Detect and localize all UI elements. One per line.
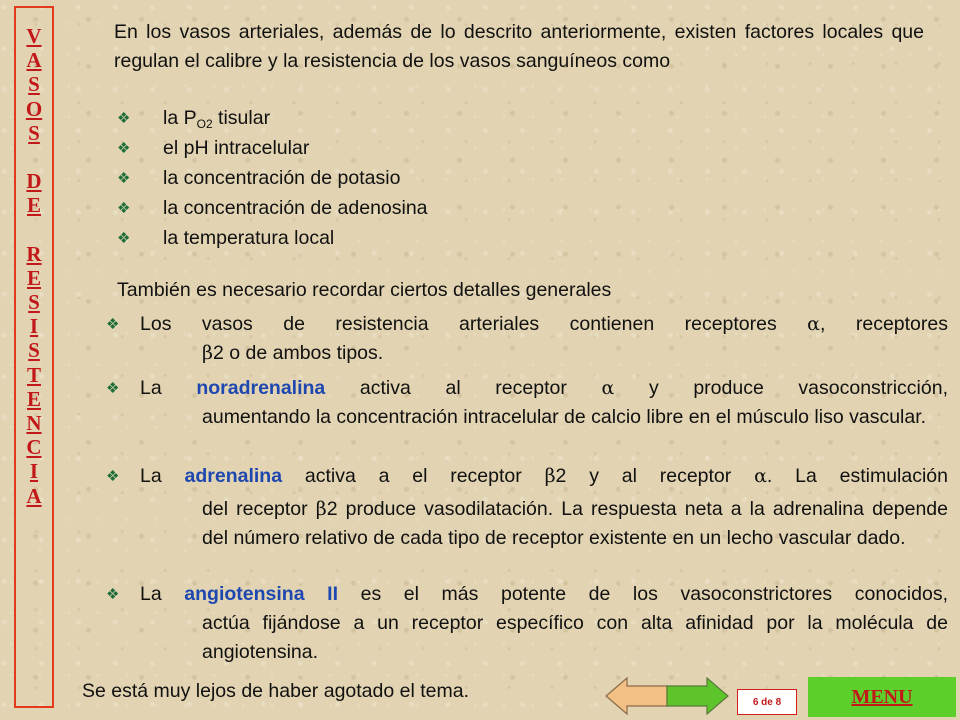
previous-slide-button[interactable] (605, 677, 669, 715)
factor-label: la temperatura local (163, 227, 335, 249)
factor-po2 (117, 103, 428, 133)
angiotensin-term: angiotensina II (184, 583, 338, 605)
factor-label: la concentración de potasio (163, 167, 401, 189)
next-slide-button[interactable] (665, 677, 729, 715)
menu-button[interactable]: MENU (808, 677, 956, 717)
vertical-title-letter: D (26, 169, 42, 194)
diamond-bullet-icon: ❖ (106, 316, 120, 333)
general-item-adrenaline (106, 462, 948, 553)
vertical-title-letter: T (26, 362, 41, 387)
diamond-bullet-icon: ❖ (117, 170, 131, 187)
item-text: La (140, 465, 185, 487)
item-text: La (140, 377, 197, 399)
noradrenaline-term: noradrenalina (196, 377, 326, 399)
vertical-title-letter: N (26, 411, 42, 435)
factor-adenosine (117, 193, 428, 223)
beta-symbol: β (202, 342, 213, 364)
vertical-title-letter: E (26, 193, 41, 218)
vertical-title-letter: S (28, 120, 40, 145)
vertical-title-letter: I (29, 459, 39, 484)
factor-ph (117, 133, 428, 163)
beta-symbol: β (315, 498, 327, 520)
arrow-left-icon (606, 678, 667, 714)
adrenaline-term: adrenalina (184, 465, 283, 487)
diamond-bullet-icon: ❖ (106, 468, 120, 485)
item-text: 2 y al receptor (555, 465, 755, 487)
intro-paragraph: En los vasos arteriales, además de lo descrito anteriormente, existen factores locales que regulan el calibre y la resistencia de los vasos sanguíneos como (114, 21, 924, 72)
item-text: del receptor (202, 498, 316, 520)
vertical-title-letter: E (26, 265, 41, 290)
diamond-bullet-icon: ❖ (117, 140, 131, 157)
alpha-symbol: α (601, 377, 615, 399)
general-item-receptors (106, 310, 948, 368)
arrow-right-icon (667, 678, 728, 714)
general-heading: También es necesario recordar ciertos detalles generales (117, 279, 612, 301)
vertical-title-letters (26, 8, 42, 508)
vertical-title-letter: A (26, 483, 42, 508)
diamond-bullet-icon: ❖ (117, 200, 131, 217)
diamond-bullet-icon: ❖ (117, 110, 131, 127)
diamond-bullet-icon: ❖ (106, 586, 120, 603)
item-continuation: actúa fijándose a un receptor específico con alta afinidad por la molécula de angiotensina. (202, 612, 948, 663)
alpha-symbol: α (754, 465, 767, 487)
factor-label-suffix: tisular (212, 107, 271, 129)
item-text: es el más potente de los vasoconstrictores conocidos, (338, 583, 948, 605)
page-indicator: 6 de 8 (737, 689, 797, 715)
factor-label: el pH intracelular (163, 137, 310, 159)
item-text: La (140, 583, 185, 605)
factor-label: la concentración de adenosina (163, 197, 428, 219)
vertical-title-letter: V (26, 24, 42, 48)
vertical-title-letter: S (28, 72, 40, 97)
vertical-title-letter: E (26, 386, 41, 411)
item-text: 2 o de ambos tipos. (212, 342, 384, 364)
vertical-title-letter: C (26, 435, 42, 460)
factor-subscript: O2 (196, 117, 213, 131)
item-continuation: aumentando la concentración intracelular de calcio libre en el músculo liso vascular. (202, 406, 927, 428)
diamond-bullet-icon: ❖ (117, 230, 131, 247)
vertical-title-letter: R (26, 241, 42, 266)
vertical-title-letter: A (26, 48, 42, 73)
factor-label: la P (163, 107, 197, 129)
factor-potassium (117, 163, 428, 193)
vertical-title-letter: S (28, 338, 40, 363)
alpha-symbol: α (807, 313, 821, 335)
general-item-angiotensin (106, 580, 948, 667)
general-item-noradrenaline (106, 374, 948, 432)
vertical-title-letter: O (25, 96, 43, 121)
closing-sentence: Se está muy lejos de haber agotado el tema. (82, 680, 469, 702)
local-factors-list (117, 103, 428, 253)
factor-temperature (117, 223, 428, 253)
item-text: Los vasos de resistencia arteriales contienen receptores (140, 313, 808, 335)
item-text: 2 produce vasodilatación. La respuesta neta a la adrenalina depende del número relativo de cada tipo de receptor existente en un lecho vascular dado. (202, 498, 948, 549)
vertical-title-letter: I (29, 314, 39, 339)
item-text: activa a el receptor (282, 465, 545, 487)
item-text: , receptores (820, 313, 948, 335)
vertical-title (14, 6, 54, 708)
vertical-title-letter: S (28, 290, 40, 315)
item-text: y produce vasoconstricción, (614, 377, 948, 399)
item-text: . La estimulación (766, 465, 949, 487)
beta-symbol: β (544, 465, 556, 487)
item-text: activa al receptor (325, 377, 602, 399)
diamond-bullet-icon: ❖ (106, 380, 120, 397)
